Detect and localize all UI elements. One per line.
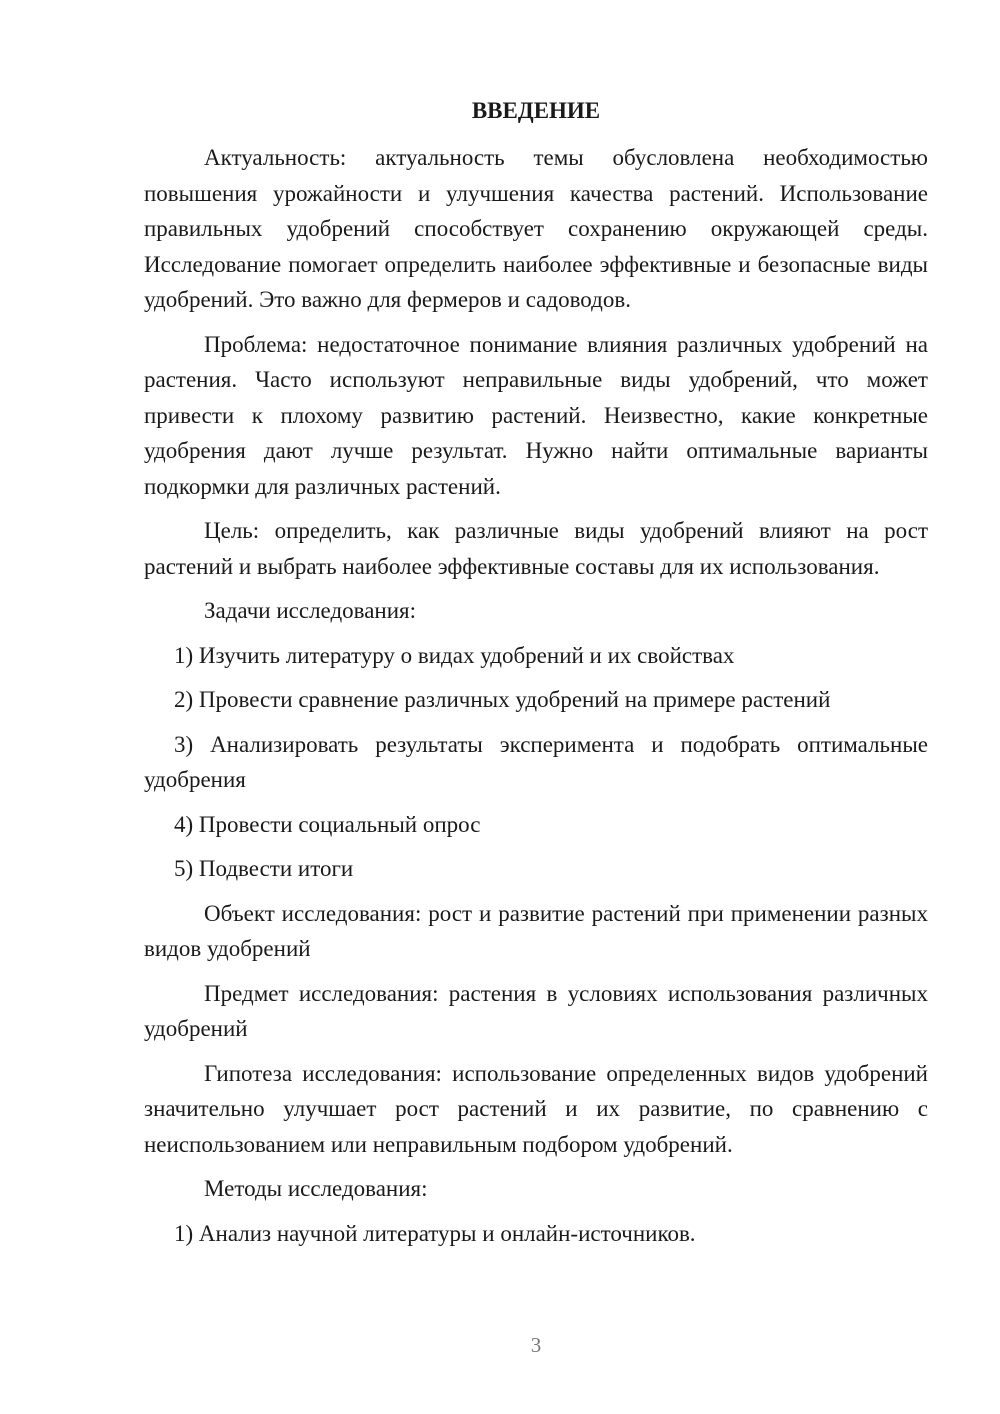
methods-title: Методы исследования: — [204, 1176, 428, 1201]
task-item: 3) Анализировать результаты эксперимента и подобрать оптимальные удобрения — [144, 731, 928, 792]
task-item: 2) Провести сравнение различных удобрений на примере растений — [174, 687, 831, 712]
goal-paragraph: Цель: определить, как различные виды удобрений влияют на рост растений и выбрать наиболее эффективные составы для их использования. — [144, 518, 928, 579]
method-item: 1) Анализ научной литературы и онлайн-источников. — [174, 1220, 696, 1246]
problem-paragraph: Проблема: недостаточное понимание влияния различных удобрений на растения. Часто используют неправильные виды удобрений, что может привести к плохому развитию растений. Неизвестно, какие конкретные удобрения дают лучше результат. Нужно найти оптимальные варианты подкормки для различных растений. — [144, 331, 928, 499]
task-item: 1) Изучить литературу о видах удобрений и их свойствах — [174, 642, 735, 668]
section-heading: ВВЕДЕНИЕ — [471, 98, 601, 123]
task-item: 4) Провести социальный опрос — [174, 811, 481, 837]
page-body — [144, 93, 928, 1260]
relevance-paragraph: Актуальность: актуальность темы обусловлена необходимостью повышения урожайности и улучшения качества растений. Использование правильных удобрений способствует сохранению окружающей среды. Исследование помогает определить наиболее эффективные и безопасные виды удобрений. Это важно для фермеров и садоводов. — [144, 145, 928, 312]
tasks-title: Задачи исследования: — [204, 598, 417, 623]
object-paragraph: Объект исследования: рост и развитие растений при применении разных видов удобрений — [144, 900, 928, 961]
hypothesis-paragraph: Гипотеза исследования: использование определенных видов удобрений значительно улучшает рост растений и их развитие, по сравнению с неиспользованием или неправильным подбором удобрений. — [144, 1060, 928, 1157]
task-item: 5) Подвести итоги — [174, 856, 354, 881]
page-number: 3 — [530, 1333, 542, 1357]
subject-paragraph: Предмет исследования: растения в условиях использования различных удобрений — [144, 980, 928, 1041]
